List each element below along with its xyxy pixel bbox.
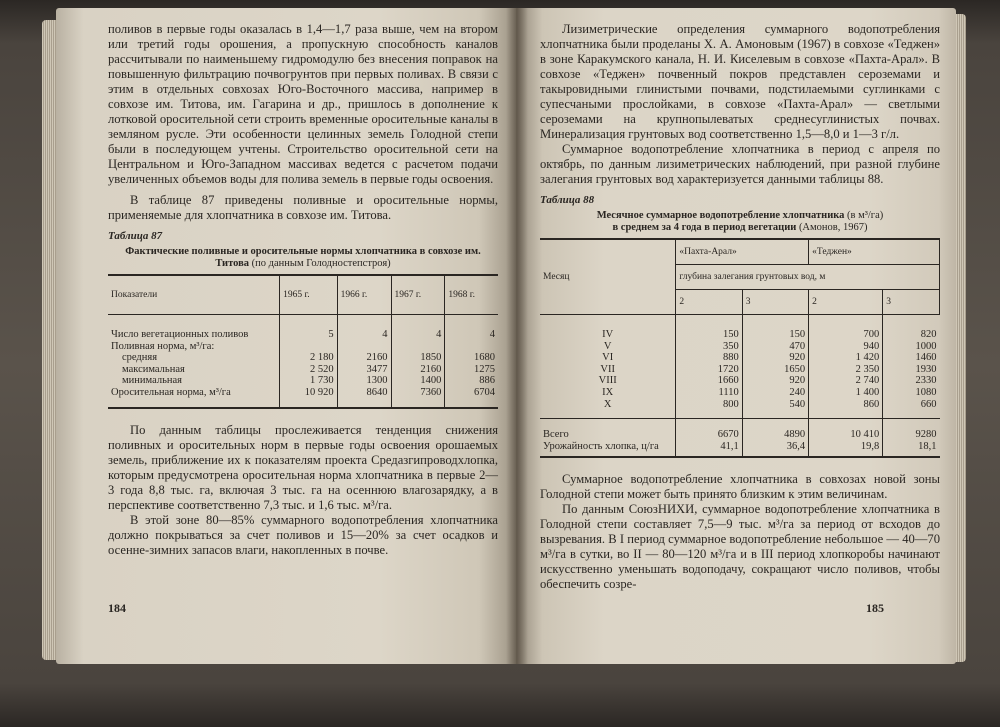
table-cell: 2 740 — [809, 375, 883, 387]
table-row-yield — [540, 441, 940, 458]
table-cell: 920 — [742, 352, 808, 364]
right-page-text — [540, 22, 940, 592]
table-row — [540, 375, 940, 387]
table-cell: 150 — [676, 315, 742, 341]
table-cell: 1460 — [883, 352, 940, 364]
table-row — [108, 364, 498, 376]
table88-header-depth: глубина залегания грунтовых вод, м — [676, 265, 940, 290]
table-cell: 5 — [280, 315, 338, 341]
table-cell: 2 350 — [809, 364, 883, 376]
table-cell: 2160 — [337, 352, 391, 364]
table-cell — [280, 341, 338, 353]
row-label: максимальная — [122, 363, 185, 375]
table-cell: 1850 — [391, 352, 445, 364]
table-cell: 3477 — [337, 364, 391, 376]
table-cell: 1110 — [676, 387, 742, 399]
table-row — [108, 315, 498, 341]
row-label: IX — [602, 386, 614, 398]
table-cell: 9280 — [883, 419, 940, 441]
table-cell: 1660 — [676, 375, 742, 387]
table-cell: 1680 — [445, 352, 498, 364]
table-cell: 1400 — [391, 375, 445, 387]
left-page-number: 184 — [108, 601, 126, 615]
table-cell: 240 — [742, 387, 808, 399]
table88-title-main: Месячное суммарное водопотребление хлопчатника — [596, 210, 845, 221]
table-cell: 10 920 — [280, 387, 338, 408]
row-label: Число вегетационных поливов — [111, 329, 249, 340]
table-cell — [337, 341, 391, 353]
table-row — [540, 341, 940, 353]
table88-header-depth-1: 2 — [676, 290, 742, 315]
right-page-number: 185 — [866, 601, 884, 615]
table-cell: 4 — [445, 315, 498, 341]
table-cell: 4 — [391, 315, 445, 341]
table-cell: 36,4 — [742, 441, 808, 458]
table-row-total — [540, 419, 940, 441]
row-label: минимальная — [122, 375, 182, 387]
left-paragraph-2: В таблице 87 приведены поливные и оросительные нормы, применяемые для хлопчатника в совхозе им. Титова. — [108, 193, 498, 222]
table88-header-depth-4: 3 — [883, 290, 940, 315]
table-cell: 2160 — [391, 364, 445, 376]
table-cell: 1720 — [676, 364, 742, 376]
table-cell: 41,1 — [676, 441, 742, 458]
table-cell: 1080 — [883, 387, 940, 399]
table87-header-indicator: Показатели — [108, 275, 280, 315]
table88-header-depth-3: 2 — [809, 290, 883, 315]
left-paragraph-1: поливов в первые годы оказалась в 1,4—1,7 раза выше, чем на втором или третий годы орошения, а пропускную способность каналов рассчитывали по наименьшему гидромодулю без внесения поправок на повышенную фильтрацию почвогрунтов при первых поливах. В связи с этим в отдельных совхозах Юго-Восточного массива, например в совхозе им. Титова, им. Гагарина и др., пришлось в дополнение к лотковой оросительной сети строить временные оросительные каналы в земляном русле. Эти особенности целинных земель Голодной степи были в последующем учтены. Строительство оросительной сети на Центральном и Юго-Западном массивах ведется с расчетом подачи увеличенных объемов воды для полива земель в первые годы освоения. — [108, 22, 498, 186]
row-label: Оросительная норма, м³/га — [108, 387, 280, 408]
table-cell: 2 180 — [280, 352, 338, 364]
table87-label: Таблица 87 — [108, 230, 163, 242]
table-cell: 920 — [742, 375, 808, 387]
table-cell: 1300 — [337, 375, 391, 387]
table-row — [540, 364, 940, 376]
table-cell: 350 — [676, 341, 742, 353]
table88-header-month: Месяц — [540, 239, 676, 315]
table-cell: 700 — [809, 315, 883, 341]
table-cell: 1930 — [883, 364, 940, 376]
row-label: VIII — [598, 375, 617, 387]
table-cell: 10 410 — [809, 419, 883, 441]
table-row — [540, 352, 940, 364]
table-cell: 940 — [809, 341, 883, 353]
table88-title-source: (Амонов, 1967) — [798, 222, 868, 233]
row-label: IV — [602, 329, 614, 340]
table87-title-main: Фактические поливные и оросительные нормы хлопчатника в совхозе им. Титова — [125, 246, 481, 269]
table88-label: Таблица 88 — [540, 194, 595, 206]
table-cell: 880 — [676, 352, 742, 364]
table88-title — [540, 210, 940, 234]
left-page-text — [108, 22, 498, 558]
table87-header-1966: 1966 г. — [337, 275, 391, 315]
table88-title-period: в среднем за 4 года в период вегетации — [612, 222, 797, 233]
table-cell: 1 400 — [809, 387, 883, 399]
table-row — [108, 352, 498, 364]
row-label: X — [603, 398, 612, 410]
table-cell: 6670 — [676, 419, 742, 441]
table87-header-1965: 1965 г. — [280, 275, 338, 315]
table-row — [108, 375, 498, 387]
row-label: Урожайность хлопка, ц/га — [540, 441, 676, 458]
table-cell: 470 — [742, 341, 808, 353]
table87-header-1967: 1967 г. — [391, 275, 445, 315]
row-label: средняя — [122, 352, 158, 364]
table-cell: 1 420 — [809, 352, 883, 364]
table88-title-unit: (в м³/га) — [847, 210, 884, 221]
table-cell: 7360 — [391, 387, 445, 408]
table-cell: 150 — [742, 315, 808, 341]
row-label: Всего — [540, 419, 676, 441]
table-cell: 1650 — [742, 364, 808, 376]
table-row — [108, 341, 498, 353]
table-cell: 2 520 — [280, 364, 338, 376]
table87-title-source: (по данным Голодностепстроя) — [251, 258, 391, 269]
table-cell: 8640 — [337, 387, 391, 408]
table-cell: 4 — [337, 315, 391, 341]
table-cell: 18,1 — [883, 441, 940, 458]
table-cell: 660 — [883, 399, 940, 419]
table88 — [540, 238, 940, 458]
table-cell — [445, 341, 498, 353]
table-cell: 886 — [445, 375, 498, 387]
right-paragraph-4: По данным СоюзНИХИ, суммарное водопотребление хлопчатника в Голодной степи составляет 7,5—9 тыс. м³/га за период от всходов до вызревания. В I период суммарное водопотребление небольшое — 40—70 м³/га в сутки, во II — 80—120 м³/га и в III период хлопкоробы начинают искусственно уменьшать водоподачу, сокращают число поливов, чтобы обеспечить созре- — [540, 502, 940, 592]
table-cell: 1275 — [445, 364, 498, 376]
table88-header-pakhta-aral: «Пахта-Арал» — [676, 239, 809, 265]
table87 — [108, 274, 498, 409]
row-label: VI — [602, 352, 614, 364]
table-cell: 1000 — [883, 341, 940, 353]
table87-title — [108, 246, 498, 270]
table-row — [540, 399, 940, 419]
right-paragraph-2: Суммарное водопотребление хлопчатника в период с апреля по октябрь, по данным лизиметрических наблюдений, при разной глубине залегания грунтовых вод характеризуется данными таблицы 88. — [540, 142, 940, 186]
right-paragraph-3: Суммарное водопотребление хлопчатника в совхозах новой зоны Голодной степи может быть принято близким к этим величинам. — [540, 472, 940, 502]
table-cell: 2330 — [883, 375, 940, 387]
left-paragraph-3: По данным таблицы прослеживается тенденция снижения поливных и оросительных норм в первые годы освоения орошаемых земель, приближение их к показателям проекта Средазгипроводхлопка, которым предусмотрена оросительная норма хлопчатника в первые 2—3 года 8,8 тыс. га, включая 3 тыс. га на осеннюю влагозарядку, а в перспективе соответственно 7,3 тыс. и 1,6 тыс. м³/га. — [108, 422, 498, 512]
table-cell: 540 — [742, 399, 808, 419]
table-cell: 800 — [676, 399, 742, 419]
row-label: Поливная норма, м³/га: — [111, 340, 215, 352]
table87-header-1968: 1968 г. — [445, 275, 498, 315]
left-paragraph-4: В этой зоне 80—85% суммарного водопотребления хлопчатника должно покрываться за счет поливов и 15—20% за счет осадков и осенне-зимних запасов влаги, накопленных в почве. — [108, 512, 498, 557]
table-cell: 820 — [883, 315, 940, 341]
row-label: VII — [600, 363, 615, 375]
table-cell — [391, 341, 445, 353]
table88-header-depth-2: 3 — [742, 290, 808, 315]
table-cell: 6704 — [445, 387, 498, 408]
book-gutter — [506, 8, 528, 664]
table-row — [540, 315, 940, 341]
table-cell: 19,8 — [809, 441, 883, 458]
table88-header-tedzhen: «Теджен» — [809, 239, 940, 265]
row-label: V — [603, 340, 612, 352]
table-cell: 860 — [809, 399, 883, 419]
right-paragraph-1: Лизиметрические определения суммарного водопотребления хлопчатника были проделаны Х. А. Амоновым (1967) в совхозе «Теджен» в зоне Каракумского канала, Н. И. Киселевым в совхозе «Пахта-Арал». В совхозе «Теджен» почвенный покров представлен сероземами и такыровидными глинистыми почвами, подстилаемыми суглинками с супесчаными прослойками, в совхозе «Пахта-Арал» — светлыми сероземами на крупнопылеватых среднесуглинистых почвах. Минерализация грунтовых вод соответственно 1,5—8,0 и 1—3 г/л. — [540, 22, 940, 141]
table-row — [108, 387, 498, 408]
table-cell: 4890 — [742, 419, 808, 441]
table-row — [540, 387, 940, 399]
table-cell: 1 730 — [280, 375, 338, 387]
